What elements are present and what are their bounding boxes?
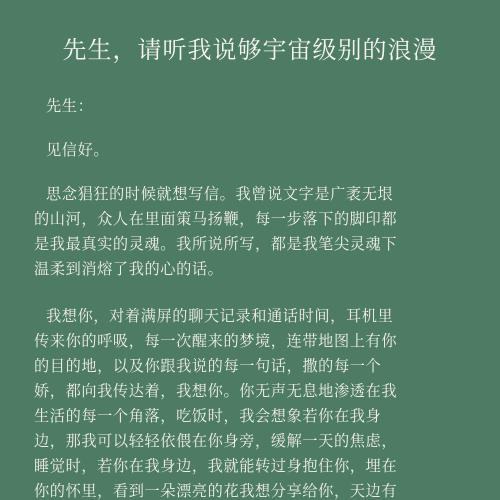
paragraph-line: 是我最真实的灵魂。我所说所写，都是我笔尖灵魂下 <box>34 235 398 253</box>
salutation: 先生： <box>46 97 94 115</box>
greeting: 见信好。 <box>46 141 110 159</box>
paragraph-line: 睡觉时，若你在我身边，我就能转过身抱住你，埋在 <box>34 457 398 475</box>
paragraph-line: 传来你的呼吸，每一次醒来的梦境，连带地图上有你 <box>34 332 398 350</box>
paragraph-line: 生活的每一个角落，吃饭时，我会想象若你在我身 <box>34 407 382 425</box>
letter-title: 先生，请听我说够宇宙级别的浪漫 <box>62 36 438 64</box>
paragraph-line: 思念猖狂的时候就想写信。我曾说文字是广袤无垠 <box>46 185 394 203</box>
paragraph-line: 你的怀里，看到一朵漂亮的花我想分享给你，天边有 <box>34 482 398 500</box>
paragraph-line: 我想你，对着满屏的聊天记录和通话时间，耳机里 <box>46 307 394 325</box>
paragraph-line: 娇，都向我传达着，我想你。你无声无息地渗透在我 <box>34 382 398 400</box>
paragraph-line: 边，那我可以轻轻依偎在你身旁，缓解一天的焦虑， <box>34 432 398 450</box>
paragraph-line: 温柔到消熔了我的心的话。 <box>34 260 224 278</box>
paragraph-line: 的目的地，以及你跟我说的每一句话，撒的每一个 <box>34 357 382 375</box>
paragraph-line: 的山河，众人在里面策马扬鞭，每一步落下的脚印都 <box>34 210 398 228</box>
